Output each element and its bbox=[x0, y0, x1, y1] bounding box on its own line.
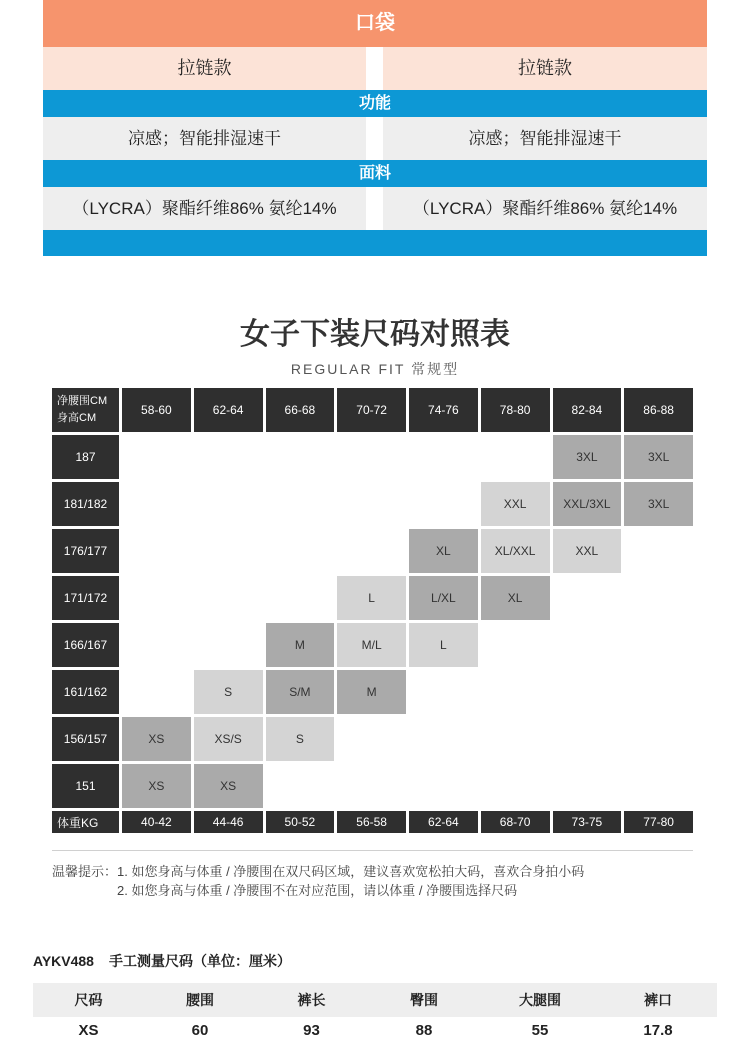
weight-cell: 44-46 bbox=[194, 811, 263, 833]
size-cell: XL bbox=[409, 529, 478, 573]
fabric-value-right: （LYCRA）聚酯纤维86% 氨纶14% bbox=[383, 187, 707, 230]
column-header: 臀围 bbox=[410, 992, 438, 1008]
table-row bbox=[33, 1017, 717, 1039]
height-label-cell: 156/157 bbox=[52, 717, 119, 761]
table-cell: 93 bbox=[303, 1022, 320, 1039]
waist-header-cell: 70-72 bbox=[337, 388, 406, 432]
height-label-cell: 187 bbox=[52, 435, 119, 479]
waist-header-cell: 74-76 bbox=[409, 388, 478, 432]
measurement-table bbox=[33, 983, 717, 1039]
size-cell: XS bbox=[194, 764, 263, 808]
height-label-cell: 181/182 bbox=[52, 482, 119, 526]
weight-cell: 50-52 bbox=[266, 811, 335, 833]
weight-cell: 62-64 bbox=[409, 811, 478, 833]
size-cell: L bbox=[337, 576, 406, 620]
pocket-header: 口袋 bbox=[43, 0, 707, 47]
weight-cell: 56-58 bbox=[337, 811, 406, 833]
size-cell: 3XL bbox=[624, 482, 693, 526]
size-cell: XS bbox=[122, 717, 191, 761]
column-header: 尺码 bbox=[74, 992, 103, 1008]
size-chart-grid bbox=[52, 388, 693, 833]
tip-item: 1. 如您身高与体重 / 净腰围在双尺码区域，建议喜欢宽松拍大码，喜欢合身拍小码 bbox=[117, 864, 585, 879]
table-cell: XS bbox=[78, 1022, 99, 1039]
measurement-title: 手工测量尺码（单位：厘米） bbox=[108, 953, 291, 969]
function-header: 功能 bbox=[43, 90, 707, 117]
pocket-value-right: 拉链款 bbox=[383, 47, 707, 90]
table-cell: 17.8 bbox=[643, 1022, 673, 1039]
section-divider bbox=[52, 850, 693, 851]
size-cell: L/XL bbox=[409, 576, 478, 620]
function-row bbox=[43, 117, 707, 160]
column-header: 裤长 bbox=[297, 992, 326, 1008]
height-label-cell: 166/167 bbox=[52, 623, 119, 667]
size-cell: XL/XXL bbox=[481, 529, 550, 573]
size-cell: L bbox=[409, 623, 478, 667]
weight-cell: 73-75 bbox=[553, 811, 622, 833]
size-cell: XS/S bbox=[194, 717, 263, 761]
waist-header-cell: 82-84 bbox=[553, 388, 622, 432]
table-cell: 55 bbox=[531, 1022, 549, 1039]
pocket-row bbox=[43, 47, 707, 90]
measurement-header-row bbox=[33, 983, 717, 1017]
size-cell: XXL bbox=[481, 482, 550, 526]
features-footer-bar bbox=[43, 230, 707, 256]
waist-header-cell: 62-64 bbox=[194, 388, 263, 432]
pocket-value-left: 拉链款 bbox=[43, 47, 366, 90]
size-cell: S bbox=[266, 717, 335, 761]
function-value-left: 凉感；智能排湿速干 bbox=[43, 117, 366, 160]
table-cell: 88 bbox=[415, 1022, 433, 1039]
size-cell: S bbox=[194, 670, 263, 714]
fabric-row bbox=[43, 187, 707, 230]
waist-header-cell: 78-80 bbox=[481, 388, 550, 432]
function-value-right: 凉感；智能排湿速干 bbox=[383, 117, 707, 160]
size-cell: S/M bbox=[266, 670, 335, 714]
waist-header-cell: 58-60 bbox=[122, 388, 191, 432]
model-number: AYKV488 bbox=[33, 953, 94, 969]
size-cell: 3XL bbox=[553, 435, 622, 479]
fabric-value-left: （LYCRA）聚酯纤维86% 氨纶14% bbox=[43, 187, 366, 230]
size-cell: 3XL bbox=[624, 435, 693, 479]
height-label-cell: 161/162 bbox=[52, 670, 119, 714]
size-cell: M bbox=[266, 623, 335, 667]
weight-axis-label: 体重KG bbox=[52, 811, 119, 833]
height-label-cell: 151 bbox=[52, 764, 119, 808]
waist-axis-label: 净腰围CM bbox=[57, 395, 108, 407]
waist-header-cell: 86-88 bbox=[624, 388, 693, 432]
height-label-cell: 176/177 bbox=[52, 529, 119, 573]
features-table bbox=[43, 0, 707, 256]
weight-cell: 68-70 bbox=[481, 811, 550, 833]
size-cell: XXL/3XL bbox=[553, 482, 622, 526]
table-cell: 60 bbox=[191, 1022, 209, 1039]
tips-list bbox=[117, 862, 693, 900]
tip-item: 2. 如您身高与体重 / 净腰围不在对应范围，请以体重 / 净腰围选择尺码 bbox=[117, 883, 518, 898]
fabric-header: 面料 bbox=[43, 160, 707, 187]
size-chart-title: 女子下装尺码对照表 bbox=[240, 318, 510, 351]
size-cell: M/L bbox=[337, 623, 406, 667]
column-header: 大腿围 bbox=[519, 992, 561, 1008]
column-header: 腰围 bbox=[186, 992, 214, 1008]
size-cell: M bbox=[337, 670, 406, 714]
size-tips bbox=[52, 862, 693, 900]
measurement-caption bbox=[33, 951, 291, 971]
column-header: 裤口 bbox=[644, 992, 672, 1008]
corner-header-cell bbox=[52, 388, 119, 432]
weight-cell: 77-80 bbox=[624, 811, 693, 833]
tips-label: 温馨提示： bbox=[52, 864, 118, 879]
size-cell: XXL bbox=[553, 529, 622, 573]
height-axis-label: 身高CM bbox=[57, 412, 97, 424]
size-cell: XS bbox=[122, 764, 191, 808]
height-label-cell: 171/172 bbox=[52, 576, 119, 620]
waist-header-cell: 66-68 bbox=[266, 388, 335, 432]
weight-cell: 40-42 bbox=[122, 811, 191, 833]
size-chart-subtitle: REGULAR FIT 常规型 bbox=[290, 361, 460, 377]
size-cell: XL bbox=[481, 576, 550, 620]
